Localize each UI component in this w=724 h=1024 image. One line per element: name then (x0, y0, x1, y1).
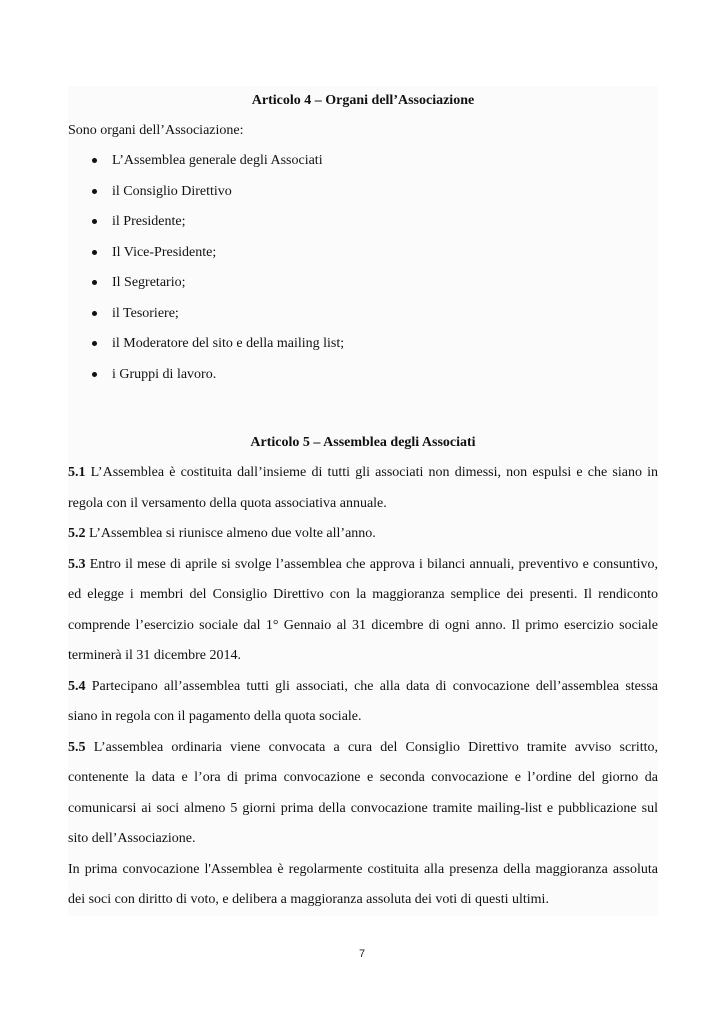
list-item (68, 207, 658, 238)
list-item (68, 360, 658, 391)
list-item-text: Il Segretario; (112, 275, 186, 290)
bullet-icon (92, 341, 97, 346)
paragraph-number: 5.3 (68, 556, 86, 572)
section-spacer (68, 390, 658, 428)
article-5-title: Articolo 5 – Assemblea degli Associati (250, 435, 476, 450)
paragraph-5-3 (68, 550, 658, 672)
paragraph-number: 5.5 (68, 739, 86, 755)
list-item (68, 268, 658, 299)
list-item (68, 299, 658, 330)
paragraph-text: Entro il mese di aprile si svolge l’assemblea che approva i bilanci annuali, preventivo e consuntivo, ed elegge i membri del Consiglio Direttivo con la maggioranza semplice dei presenti. Il rendiconto comprende l’esercizio sociale dal 1° Gennaio al 31 dicembre di ogni anno. Il primo esercizio sociale terminerà il 31 dicembre 2014. (68, 556, 658, 663)
bullet-icon (92, 280, 97, 285)
page-number: 7 (358, 948, 366, 960)
bullet-icon (92, 158, 97, 163)
paragraph-number: 5.4 (68, 678, 86, 694)
paragraph-text: Partecipano all’assemblea tutti gli associati, che alla data di convocazione dell’assemblea stessa siano in regola con il pagamento della quota sociale. (68, 678, 658, 724)
list-item-text: il Moderatore del sito e della mailing list; (112, 336, 345, 351)
list-item-text: il Presidente; (112, 214, 186, 229)
paragraph-5-5 (68, 733, 658, 855)
paragraph-5-2 (68, 519, 658, 550)
bullet-icon (92, 189, 97, 194)
list-item-text: il Consiglio Direttivo (112, 183, 232, 199)
paragraph-text: L’Assemblea è costituita dall’insieme di tutti gli associati non dimessi, non espulsi e che siano in regola con il versamento della quota associativa annuale. (68, 465, 658, 511)
paragraph-number: 5.1 (68, 465, 86, 480)
paragraph-number: 5.2 (68, 526, 86, 541)
list-item (68, 329, 658, 360)
list-item-text: L’Assemblea generale degli Associati (112, 153, 323, 168)
list-item (68, 177, 658, 208)
paragraph-text: L’Assemblea si riunisce almeno due volte all’anno. (85, 526, 376, 541)
bullet-icon (92, 372, 97, 377)
list-item-text: Il Vice-Presidente; (112, 244, 217, 260)
list-item (68, 238, 658, 269)
list-item-text: il Tesoriere; (112, 305, 179, 321)
article-4-intro: Sono organi dell’Associazione: (68, 123, 244, 138)
paragraph-text: In prima convocazione l'Assemblea è regolarmente costituita alla presenza della maggioranza assoluta dei soci con diritto di voto, e delibera a maggioranza assoluta dei voti di questi ultimi. (68, 861, 658, 907)
paragraph-5-1 (68, 458, 658, 519)
list-item (68, 146, 658, 177)
bullet-icon (92, 311, 97, 316)
organs-list (68, 146, 658, 390)
bullet-icon (92, 219, 97, 224)
page-content (68, 86, 658, 916)
list-item-text: i Gruppi di lavoro. (112, 366, 217, 382)
bullet-icon (92, 250, 97, 255)
article-4-title: Articolo 4 – Organi dell’Associazione (251, 93, 475, 108)
paragraph-5-4 (68, 672, 658, 733)
paragraph-text: L’assemblea ordinaria viene convocata a cura del Consiglio Direttivo tramite avviso scritto, contenente la data e l’ora di prima convocazione e seconda convocazione e l’ordine del giorno da comunicarsi ai soci almeno 5 giorni prima della convocazione tramite mailing-list e pubblicazione sul sito dell’Associazione. (68, 739, 658, 846)
paragraph-first-convocation (68, 855, 658, 916)
